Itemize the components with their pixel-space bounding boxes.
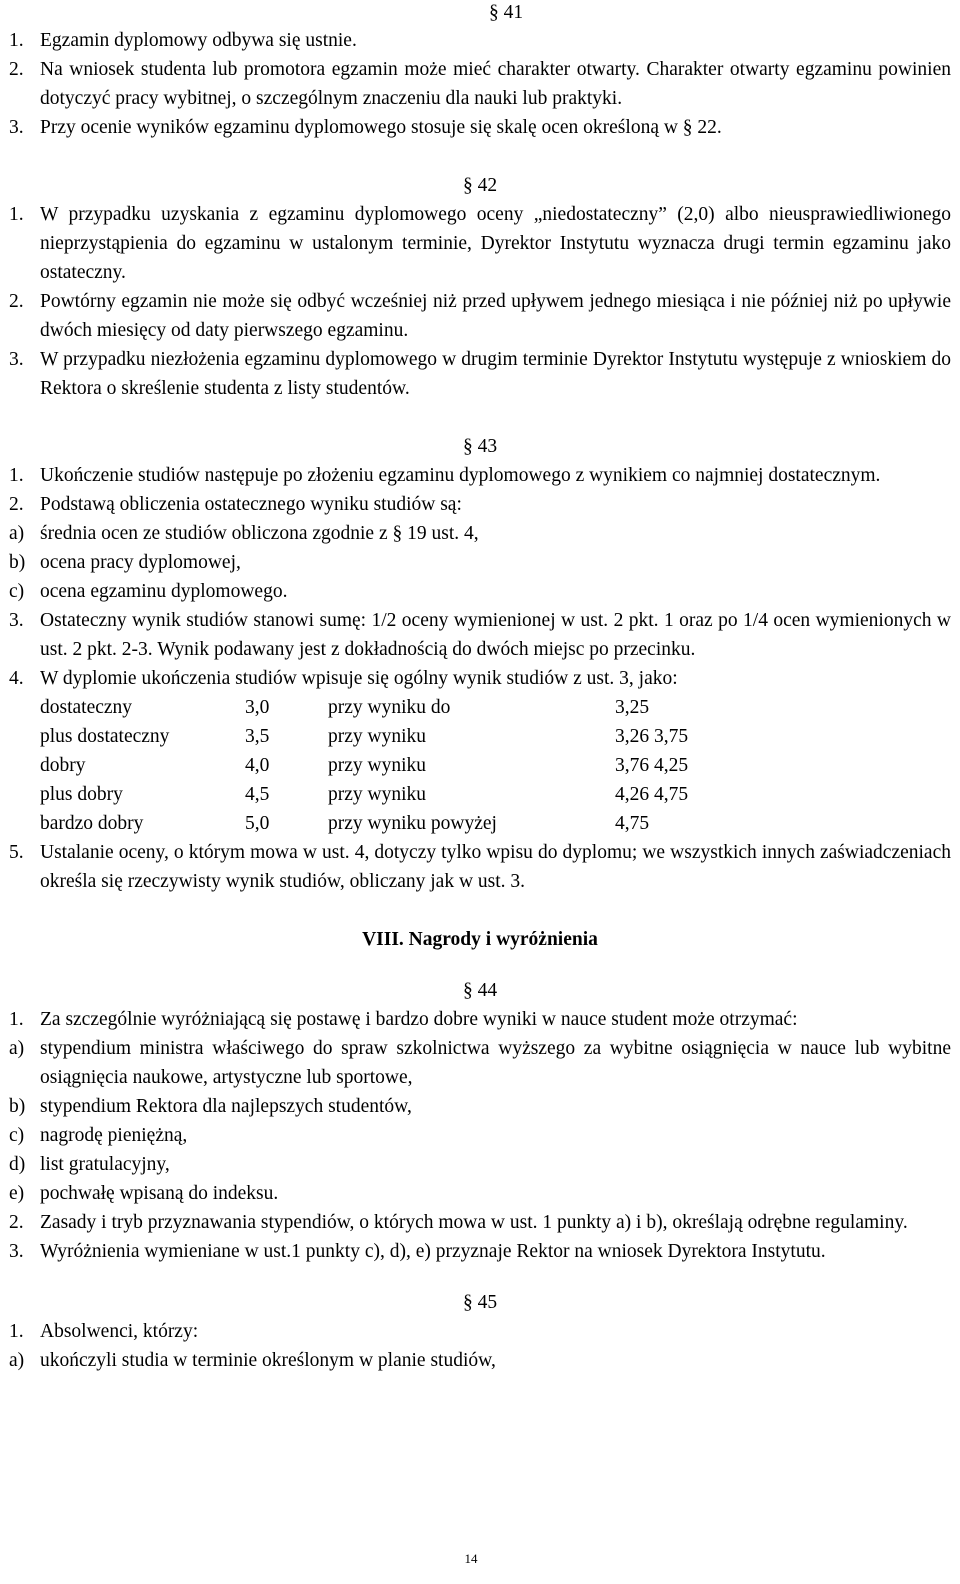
list-item: b) stypendium Rektora dla najlepszych studentów, (9, 1096, 412, 1117)
list-item: 3. Ostateczny wynik studiów stanowi sumę: 1/2 oceny wymienionej w ust. 2 pkt. 1 oraz po 1/4 ocen wymienionych w ust. 2 pkt. 2-3. Wynik podawany jest z dokładnością do dwóch miejsc po przecinku. (9, 610, 951, 660)
list-item: e) pochwałę wpisaną do indeksu. (9, 1183, 279, 1204)
section-44-list (9, 1005, 951, 1266)
list-item: a) ukończyli studia w terminie określonym w planie studiów, (9, 1350, 496, 1371)
list-item: 1. W przypadku uzyskania z egzaminu dyplomowego oceny „niedostateczny” (2,0) albo nieusprawiedliwionego nieprzystąpienia do egzaminu w ustalonym terminie, Dyrektor Instytutu wyznacza drugi termin egzaminu jako ostateczny. (9, 204, 951, 283)
list-item: b) ocena pracy dyplomowej, (9, 552, 241, 573)
list-item: 3. Przy ocenie wyników egzaminu dyplomowego stosuje się skalę ocen określoną w § 22. (9, 117, 722, 138)
list-item: d) list gratulacyjny, (9, 1154, 170, 1175)
list-item: 2. Powtórny egzamin nie może się odbyć wcześniej niż przed upływem jednego miesiąca i nie później niż po upływie dwóch miesięcy od daty pierwszego egzaminu. (9, 291, 951, 341)
grade-scale-table (9, 693, 951, 838)
list-item: 3. Wyróżnienia wymieniane w ust.1 punkty c), d), e) przyznaje Rektor na wniosek Dyrektora Instytutu. (9, 1241, 826, 1262)
list-item: 1. Ukończenie studiów następuje po złożeniu egzaminu dyplomowego z wynikiem co najmniej dostatecznym. (9, 465, 881, 486)
list-item: 2. Podstawą obliczenia ostatecznego wyniku studiów są: (9, 494, 462, 515)
section-44-heading: § 44 (462, 980, 498, 1001)
section-42-heading: § 42 (462, 175, 498, 196)
grade-row: dobry 4,0 przy wyniku 3,76 4,25 (40, 755, 689, 776)
section-43-after-list (9, 838, 951, 896)
section-43-heading: § 43 (462, 436, 498, 457)
section-41-list (9, 26, 951, 142)
list-item: 3. W przypadku niezłożenia egzaminu dyplomowego w drugim terminie Dyrektor Instytutu występuje z wnioskiem do Rektora o skreślenie studenta z listy studentów. (9, 349, 951, 399)
list-item: a) stypendium ministra właściwego do spraw szkolnictwa wyższego za wybitne osiągnięcia w nauce lub wybitne osiągnięcia naukowe, artystyczne lub sportowe, (9, 1038, 951, 1088)
section-41-heading: § 41 (489, 2, 524, 23)
list-item: 1. Egzamin dyplomowy odbywa się ustnie. (9, 30, 357, 51)
page-number: 14 (464, 1551, 478, 1566)
list-item: 1. Za szczególnie wyróżniającą się postawę i bardzo dobre wyniki w nauce student może otrzymać: (9, 1009, 798, 1030)
list-item: a) średnia ocen ze studiów obliczona zgodnie z § 19 ust. 4, (9, 523, 479, 544)
document-page (9, 0, 951, 1375)
section-43-list (9, 461, 951, 693)
list-item: c) nagrodę pieniężną, (9, 1125, 188, 1146)
list-item: 4. W dyplomie ukończenia studiów wpisuje się ogólny wynik studiów z ust. 3, jako: (9, 668, 678, 689)
section-42-list (9, 200, 951, 403)
list-item: 5. Ustalanie oceny, o którym mowa w ust. 4, dotyczy tylko wpisu do dyplomu; we wszystkich innych zaświadczeniach określa się rzeczywisty wynik studiów, obliczany jak w ust. 3. (9, 842, 951, 892)
list-item: c) ocena egzaminu dyplomowego. (9, 581, 288, 602)
list-item: 1. Absolwenci, którzy: (9, 1321, 199, 1342)
grade-row: plus dobry 4,5 przy wyniku 4,26 4,75 (40, 784, 689, 805)
list-item: 2. Na wniosek studenta lub promotora egzamin może mieć charakter otwarty. Charakter otwarty egzaminu powinien dotyczyć pracy wybitnej, o szczególnym znaczeniu dla nauki lub praktyki. (9, 59, 951, 109)
list-item: 2. Zasady i tryb przyznawania stypendiów, o których mowa w ust. 1 punkty a) i b), określają odrębne regulaminy. (9, 1212, 908, 1233)
chapter-heading: VIII. Nagrody i wyróżnienia (362, 929, 598, 950)
grade-row: bardzo dobry 5,0 przy wyniku powyżej 4,75 (40, 813, 650, 834)
section-45-heading: § 45 (462, 1292, 498, 1313)
grade-row: dostateczny 3,0 przy wyniku do 3,25 (40, 697, 650, 718)
section-45-list (9, 1317, 951, 1375)
grade-row: plus dostateczny 3,5 przy wyniku 3,26 3,75 (40, 726, 689, 747)
